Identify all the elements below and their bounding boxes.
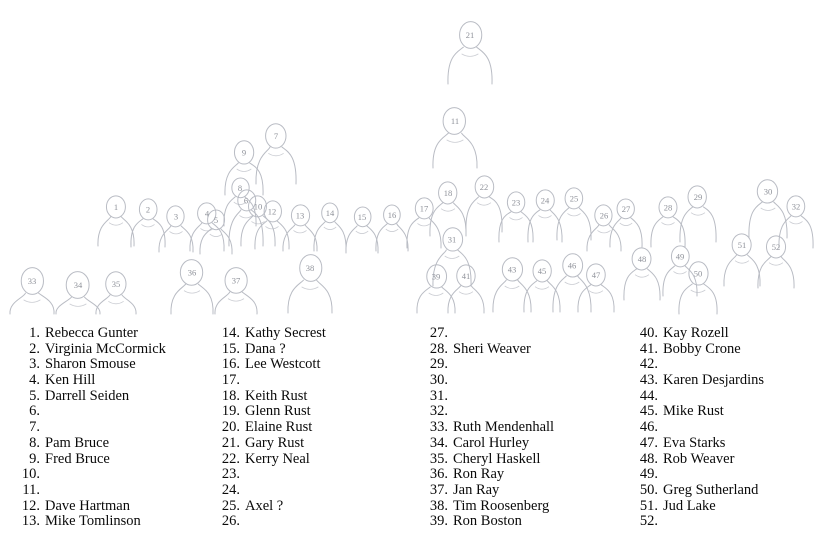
legend-item <box>18 483 208 499</box>
legend-item-number: 28. <box>429 340 448 357</box>
legend-item <box>218 404 414 420</box>
figure-collar <box>462 54 479 57</box>
legend-item <box>636 483 840 499</box>
figure-collar <box>356 231 368 234</box>
legend-item-number: 47. <box>639 434 658 451</box>
figure-collar <box>565 282 580 285</box>
legend-item-name: Ron Ray <box>453 466 505 483</box>
legend-item <box>218 326 414 342</box>
legend-item <box>18 326 208 342</box>
figure-collar <box>673 271 686 274</box>
legend-item-name: Virginia McCormick <box>45 340 166 357</box>
legend-item-name: Carol Hurley <box>453 434 530 451</box>
figure-body <box>448 47 492 84</box>
legend-item <box>636 499 840 515</box>
legend-item <box>636 436 840 452</box>
figure-body <box>159 226 193 252</box>
figure-number: 37 <box>231 275 241 286</box>
figure-number: 15 <box>357 211 367 222</box>
legend-item <box>636 389 840 405</box>
figure-body <box>430 203 466 236</box>
figure-collar <box>459 292 473 295</box>
figure-collar <box>538 215 551 218</box>
figure-body <box>346 226 378 253</box>
legend-item-name: Sharon Smouse <box>45 356 136 373</box>
figure-collar <box>417 223 430 226</box>
legend-item-number: 38. <box>429 497 448 514</box>
figure-number: 49 <box>675 251 685 262</box>
legend-item-name: Cheryl Haskell <box>453 450 541 467</box>
legend-item <box>636 342 840 358</box>
legend-item <box>426 342 626 358</box>
figure-body <box>288 280 332 313</box>
figure-collar <box>169 231 182 234</box>
figure-collar <box>293 230 306 233</box>
legend-item <box>636 326 840 342</box>
legend-item-number: 37. <box>429 481 448 498</box>
figure-collar <box>302 287 319 290</box>
legend-item-number: 46. <box>639 419 658 436</box>
legend-item <box>426 357 626 373</box>
figure-number: 46 <box>567 260 577 271</box>
figure-number: 2 <box>145 204 151 215</box>
legend-item-name: Keith Rust <box>245 387 308 404</box>
figure-body <box>578 285 614 312</box>
figure-number: 18 <box>443 187 453 198</box>
figure-number: 16 <box>387 209 397 220</box>
legend-item-number: 23. <box>221 466 240 483</box>
legend-item <box>18 389 208 405</box>
legend-item-name: Rob Weaver <box>663 450 735 467</box>
figure-body <box>229 210 263 246</box>
figure-collar <box>761 208 776 211</box>
legend-item-name: Glenn Rust <box>245 403 311 420</box>
figure-number: 38 <box>305 262 315 273</box>
legend-item <box>18 373 208 389</box>
legend-item <box>18 420 208 436</box>
figure-body <box>624 269 660 300</box>
legend-item-number: 13. <box>21 513 40 530</box>
figure-collar <box>661 222 674 225</box>
figure-body <box>200 229 232 254</box>
figure-collar <box>228 299 244 302</box>
legend-item <box>636 373 840 389</box>
figure-outlines <box>10 22 813 314</box>
legend-item-number: 1. <box>29 325 40 341</box>
legend-item-number: 3. <box>29 356 40 373</box>
legend-item-number: 40. <box>639 325 658 341</box>
legend-item <box>18 467 208 483</box>
person-figure <box>56 272 100 314</box>
figure-body <box>215 292 257 314</box>
legend-item-name: Bobby Crone <box>663 340 741 357</box>
legend-item-name: Jud Lake <box>663 497 716 514</box>
legend-item <box>218 514 414 530</box>
legend-item-name: Kerry Neal <box>245 450 310 467</box>
figure-number: 1 <box>113 201 119 212</box>
legend-item <box>636 404 840 420</box>
figure-collar <box>268 153 283 156</box>
figure-number: 29 <box>693 191 703 202</box>
figure-collar <box>691 290 706 293</box>
legend-item-number: 43. <box>639 372 658 389</box>
legend-item-number: 10. <box>21 466 40 483</box>
legend-item <box>218 483 414 499</box>
legend-item <box>426 326 626 342</box>
legend-item <box>636 514 840 530</box>
figure-number: 43 <box>507 264 517 275</box>
figure-number: 35 <box>111 278 121 289</box>
legend-item-name: Kay Rozell <box>663 325 729 341</box>
figure-number: 30 <box>763 186 773 197</box>
figure-body <box>314 222 346 251</box>
legend-item-name: Ruth Mendenhall <box>453 419 555 436</box>
figure-number: 50 <box>693 268 703 279</box>
figure-collar <box>735 261 749 264</box>
legend-item-number: 11. <box>22 481 40 498</box>
legend-item-number: 31. <box>429 387 448 404</box>
figure-collar <box>251 221 264 224</box>
legend-item <box>18 514 208 530</box>
legend-item-number: 35. <box>429 450 448 467</box>
figure-collar <box>237 169 252 172</box>
legend-item-number: 20. <box>221 419 240 436</box>
figure-body <box>610 218 642 247</box>
figure-collar <box>691 213 705 216</box>
figure-number: 3 <box>173 211 179 222</box>
legend <box>0 326 840 552</box>
legend-column-1 <box>0 326 208 552</box>
figure-body <box>433 133 477 168</box>
figure-number: 34 <box>73 279 83 290</box>
figure-number: 36 <box>187 267 197 278</box>
figure-number: 28 <box>663 202 673 213</box>
figure-number: 11 <box>450 115 460 126</box>
legend-item <box>218 499 414 515</box>
figure-body <box>407 218 441 248</box>
figure-number: 21 <box>465 29 475 40</box>
legend-item <box>426 514 626 530</box>
legend-item-name: Lee Westcott <box>245 356 321 373</box>
legend-item <box>18 342 208 358</box>
figure-collar <box>429 293 444 296</box>
figure-collar <box>70 304 87 307</box>
legend-item-number: 4. <box>29 372 40 389</box>
legend-item-name: Karen Desjardins <box>663 372 765 389</box>
legend-item-name: Dave Hartman <box>45 497 130 514</box>
legend-item <box>426 420 626 436</box>
figure-number: 22 <box>479 181 489 192</box>
legend-item <box>218 467 414 483</box>
figure-body <box>680 207 716 242</box>
legend-item-number: 6. <box>29 403 40 420</box>
figure-collar <box>509 217 522 220</box>
legend-item-name: Fred Bruce <box>45 450 110 467</box>
legend-item-number: 19. <box>221 403 240 420</box>
legend-item-number: 42. <box>639 356 658 373</box>
legend-item <box>636 420 840 436</box>
legend-item-number: 26. <box>221 513 240 530</box>
figure-number: 8 <box>237 182 243 193</box>
legend-item-name: Tim Roosenberg <box>453 497 550 514</box>
figure-number: 5 <box>213 214 219 225</box>
figure-body <box>171 284 213 314</box>
legend-item <box>426 483 626 499</box>
legend-item-number: 2. <box>29 340 40 357</box>
figure-number: 52 <box>771 241 781 252</box>
legend-item-name: Mike Tomlinson <box>45 513 141 530</box>
figure-collar <box>445 256 460 259</box>
figure-body <box>779 216 813 248</box>
figure-body <box>679 284 717 314</box>
legend-item <box>426 452 626 468</box>
legend-item <box>218 452 414 468</box>
figure-body <box>663 266 697 296</box>
figure-number: 51 <box>737 239 747 250</box>
legend-item <box>426 499 626 515</box>
legend-item <box>18 452 208 468</box>
legend-item-number: 24. <box>221 481 240 498</box>
legend-item-number: 18. <box>221 387 240 404</box>
figure-number: 12 <box>267 206 277 217</box>
figure-collar <box>505 286 520 289</box>
person-figure <box>10 268 54 314</box>
figure-collar <box>567 213 580 216</box>
figure-number: 26 <box>599 210 609 221</box>
figure-collar <box>24 300 41 303</box>
legend-item-number: 8. <box>29 434 40 451</box>
legend-item <box>426 467 626 483</box>
legend-item-number: 14. <box>221 325 240 341</box>
legend-column-3 <box>414 326 626 552</box>
legend-item-number: 34. <box>429 434 448 451</box>
figure-number: 10 <box>253 201 263 212</box>
legend-item-name: Rebecca Gunter <box>45 325 138 341</box>
legend-item-name: Greg Sutherland <box>663 481 759 498</box>
figure-number: 39 <box>431 271 441 282</box>
figure-number: 4 <box>204 208 210 219</box>
figure-body <box>466 197 502 232</box>
legend-item <box>18 499 208 515</box>
figure-collar <box>447 140 464 143</box>
legend-item <box>426 389 626 405</box>
legend-item <box>426 436 626 452</box>
figure-number: 7 <box>273 130 279 141</box>
legend-item <box>636 467 840 483</box>
figure-collar <box>324 227 336 230</box>
figure-number: 14 <box>325 207 335 218</box>
legend-item-number: 22. <box>221 450 240 467</box>
legend-item-number: 39. <box>429 513 448 530</box>
legend-item-number: 51. <box>639 497 658 514</box>
figure-number: 17 <box>419 203 429 214</box>
figure-number-labels <box>28 30 801 290</box>
legend-item-number: 44. <box>639 387 658 404</box>
figure-body <box>10 293 54 314</box>
legend-item <box>218 357 414 373</box>
figure-number: 24 <box>540 195 550 206</box>
legend-item <box>636 357 840 373</box>
legend-item-number: 50. <box>639 481 658 498</box>
figure-body <box>376 224 408 251</box>
legend-column-2 <box>208 326 414 552</box>
figure-collar <box>441 209 455 212</box>
figure-collar <box>789 221 802 224</box>
legend-item-number: 5. <box>29 387 40 404</box>
legend-item <box>18 357 208 373</box>
legend-item-number: 52. <box>639 513 658 530</box>
figure-collar <box>210 234 222 237</box>
figure-body <box>56 297 100 314</box>
figure-collar <box>184 291 200 294</box>
legend-item <box>218 436 414 452</box>
legend-item-number: 30. <box>429 372 448 389</box>
figure-collar <box>141 224 154 227</box>
legend-item-name: Ken Hill <box>45 372 96 389</box>
figure-number: 9 <box>241 147 247 158</box>
legend-item <box>218 342 414 358</box>
figure-number: 27 <box>621 203 631 214</box>
legend-item <box>18 436 208 452</box>
figure-number: 48 <box>637 253 647 264</box>
legend-item-name: Darrell Seiden <box>45 387 130 404</box>
figure-number: 33 <box>27 275 37 286</box>
legend-item-number: 21. <box>221 434 240 451</box>
figure-collar <box>589 291 603 294</box>
legend-item-number: 29. <box>429 356 448 373</box>
legend-item <box>426 404 626 420</box>
figure-number: 23 <box>511 197 521 208</box>
figure-body <box>758 257 794 288</box>
legend-item-name: Jan Ray <box>453 481 500 498</box>
legend-item-number: 15. <box>221 340 240 357</box>
legend-item-name: Pam Bruce <box>45 434 110 451</box>
legend-item <box>426 373 626 389</box>
figure-collar <box>386 229 398 232</box>
figure-body <box>587 225 621 251</box>
legend-item-name: Kathy Secrest <box>245 325 326 341</box>
figure-number: 45 <box>537 265 547 276</box>
legend-item-name: Elaine Rust <box>245 419 313 436</box>
figure-number: 25 <box>569 193 579 204</box>
legend-item-name: Eva Starks <box>663 434 726 451</box>
legend-item-name: Axel ? <box>245 497 284 514</box>
figure-number: 32 <box>791 201 801 212</box>
legend-item-name: Gary Rust <box>245 434 305 451</box>
figure-collar <box>109 223 123 226</box>
figure-body <box>724 255 760 286</box>
legend-item-number: 12. <box>21 497 40 514</box>
legend-item-name: Ron Boston <box>453 513 522 530</box>
legend-item-number: 45. <box>639 403 658 420</box>
figure-number: 13 <box>295 210 305 221</box>
figure-body <box>749 202 787 238</box>
figure-body <box>190 223 224 251</box>
figure-body <box>553 276 591 312</box>
legend-item <box>18 404 208 420</box>
figure-body <box>98 217 134 246</box>
figure-body <box>96 295 136 314</box>
legend-item <box>218 373 414 389</box>
legend-item-name: Sheri Weaver <box>453 340 531 357</box>
legend-item-number: 48. <box>639 450 658 467</box>
figure-number: 41 <box>461 270 471 281</box>
legend-item-number: 33. <box>429 419 448 436</box>
legend-item <box>636 452 840 468</box>
legend-item-number: 36. <box>429 466 448 483</box>
figure-collar <box>477 203 491 206</box>
legend-item-number: 17. <box>221 372 240 389</box>
legend-item-number: 25. <box>221 497 240 514</box>
figure-collar <box>620 223 632 226</box>
figure-collar <box>635 275 649 278</box>
legend-item-number: 27. <box>429 325 448 341</box>
legend-item-number: 7. <box>29 419 40 436</box>
legend-item-name: Dana ? <box>245 340 286 357</box>
figure-collar <box>108 301 123 304</box>
legend-item <box>218 389 414 405</box>
legend-item-number: 41. <box>639 340 658 357</box>
legend-column-4 <box>626 326 840 552</box>
figure-number: 6 <box>243 195 249 206</box>
legend-item <box>218 420 414 436</box>
figure-collar <box>535 287 549 290</box>
legend-item-number: 9. <box>29 450 40 467</box>
legend-item-name: Mike Rust <box>663 403 724 420</box>
figure-number: 31 <box>447 234 457 245</box>
legend-item-number: 32. <box>429 403 448 420</box>
figure-collar <box>769 263 783 266</box>
legend-item-number: 49. <box>639 466 658 483</box>
figure-number: 47 <box>591 269 601 280</box>
figure-collar <box>597 230 610 233</box>
legend-item-number: 16. <box>221 356 240 373</box>
